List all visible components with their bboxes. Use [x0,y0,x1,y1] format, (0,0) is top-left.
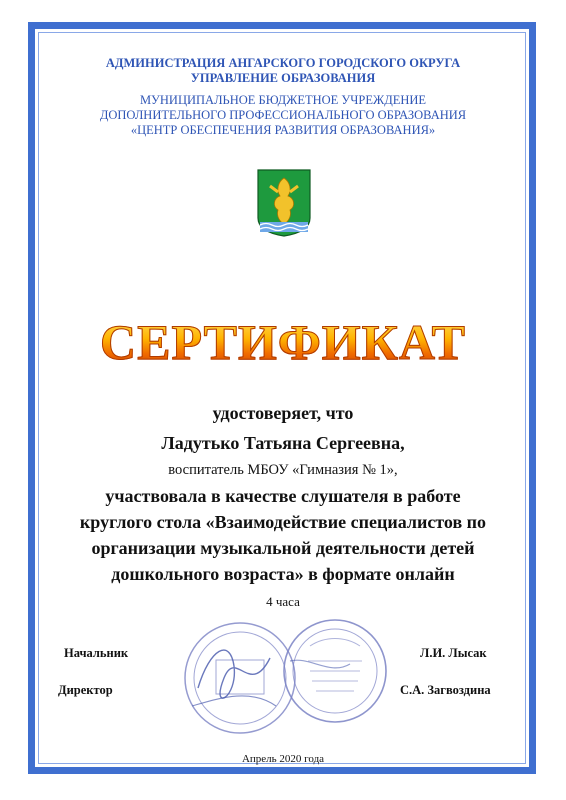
recipient-position: воспитатель МБОУ «Гимназия № 1», [168,462,398,478]
head-name: Л.И. Лысак [420,646,487,660]
head-title-label: Начальник [64,646,129,660]
admin-line-1: АДМИНИСТРАЦИЯ АНГАРСКОГО ГОРОДСКОГО ОКРУГА [105,56,461,70]
hours-count: 4 часа [266,594,300,609]
institution-line-2: ДОПОЛНИТЕЛЬНОГО ПРОФЕССИОНАЛЬНОГО ОБРАЗОВАНИЯ [99,108,467,122]
certifies-text: удостоверяет, что [212,403,354,423]
director-title-label: Директор [58,683,113,697]
participation-line-3: организации музыкальной деятельности детей [91,538,475,558]
issue-date: Апрель 2020 года [241,753,325,765]
director-name: С.А. Загвоздина [400,683,491,697]
participation-line-1: участвовала в качестве слушателя в работе [105,486,461,506]
recipient-name: Ладутько Татьяна Сергеевна, [161,433,405,453]
admin-line-2: УПРАВЛЕНИЕ ОБРАЗОВАНИЯ [190,71,376,85]
institution-line-3: «ЦЕНТР ОБЕСПЕЧЕНИЯ РАЗВИТИЯ ОБРАЗОВАНИЯ» [130,123,436,137]
participation-line-4: дошкольного возраста» в формате онлайн [111,564,455,584]
certificate-title: СЕРТИФИКАТ [40,312,526,372]
institution-line-1: МУНИЦИПАЛЬНОЕ БЮДЖЕТНОЕ УЧРЕЖДЕНИЕ [139,93,427,107]
right-seal-stamp [280,616,390,726]
participation-line-2: круглого стола «Взаимодействие специалистов по [79,512,487,532]
city-coat-of-arms-icon [256,168,312,238]
